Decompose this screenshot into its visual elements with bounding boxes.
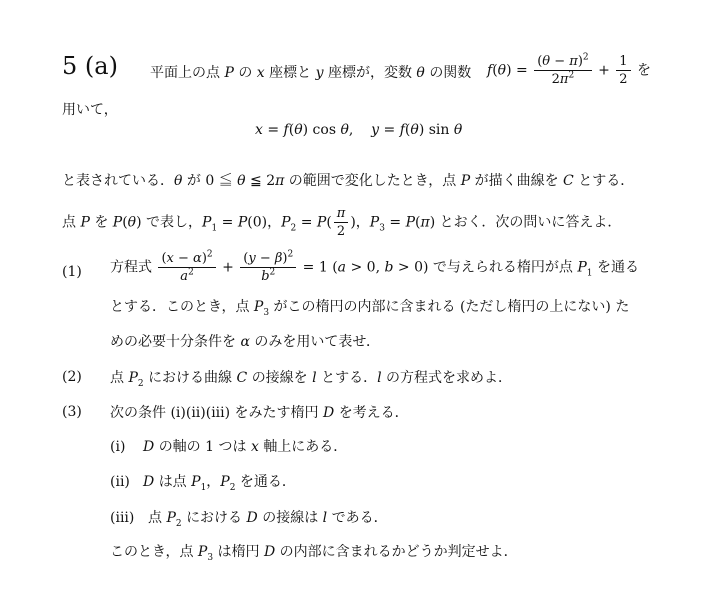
- q3-condition-iii: 点 $P_2$ における D の接線は l である．: [148, 510, 388, 529]
- q3-label: (3): [62, 404, 82, 420]
- q2-label: (2): [62, 369, 82, 385]
- curve-description: と表されている．θ が 0 ≦ θ ≦ 2π の範囲で変化したとき，点 P が描く曲線を C とする．: [62, 173, 635, 189]
- f-definition: f(θ) = $\frac{(\theta - \pi)^2}{2\pi^2}$ + $\frac{1}{2}$ を: [487, 52, 651, 87]
- q3-final: このとき，点 $P_3$ は楕円 D の内部に含まれるかどうか判定せよ．: [110, 544, 518, 563]
- problem-number: 5 (a): [62, 52, 118, 80]
- intro-line-1: 平面上の点 P の x 座標と y 座標が，変数 θ の関数: [150, 65, 472, 81]
- q3-text: 次の条件 (i)(ii)(iii) をみたす楕円 D を考える．: [110, 405, 409, 421]
- q3-condition-i: D の軸の 1 つは x 軸上にある．: [143, 439, 348, 455]
- q1-line-3: めの必要十分条件を α のみを用いて表せ．: [110, 334, 380, 350]
- q3-condition-i-label: (i): [110, 439, 126, 455]
- parametric-equations: x = f(θ) cos θ, y = f(θ) sin θ: [255, 122, 463, 138]
- q3-condition-iii-label: (iii): [110, 510, 135, 526]
- q1-line-2: とする．このとき，点 $P_3$ がこの楕円の内部に含まれる (ただし楕円の上にない) た: [110, 299, 630, 318]
- intro-line-2: 用いて，: [62, 102, 118, 118]
- q1-line-1: 方程式 $\frac{(x - \alpha)^2}{a^2}$ + $\frac{(y - \beta)^2}{b^2}$ = 1 (a > 0, b > 0) で与えられる楕円が点 $P_1$ を通る: [110, 249, 639, 284]
- point-definitions: 点 P を P(θ) で表し，$P_1 = P(0)$，$P_2 = P$( $\frac{\pi}{2}$ )，$P_3 = P(\pi)$ とおく．次の問いに答えよ．: [62, 206, 622, 239]
- q1-label: (1): [62, 264, 82, 280]
- q3-condition-ii: D は点 $P_1$，$P_2$ を通る．: [143, 474, 296, 493]
- q2-text: 点 $P_2$ における曲線 C の接線を l とする．l の方程式を求めよ．: [110, 370, 513, 389]
- q3-condition-ii-label: (ii): [110, 474, 130, 490]
